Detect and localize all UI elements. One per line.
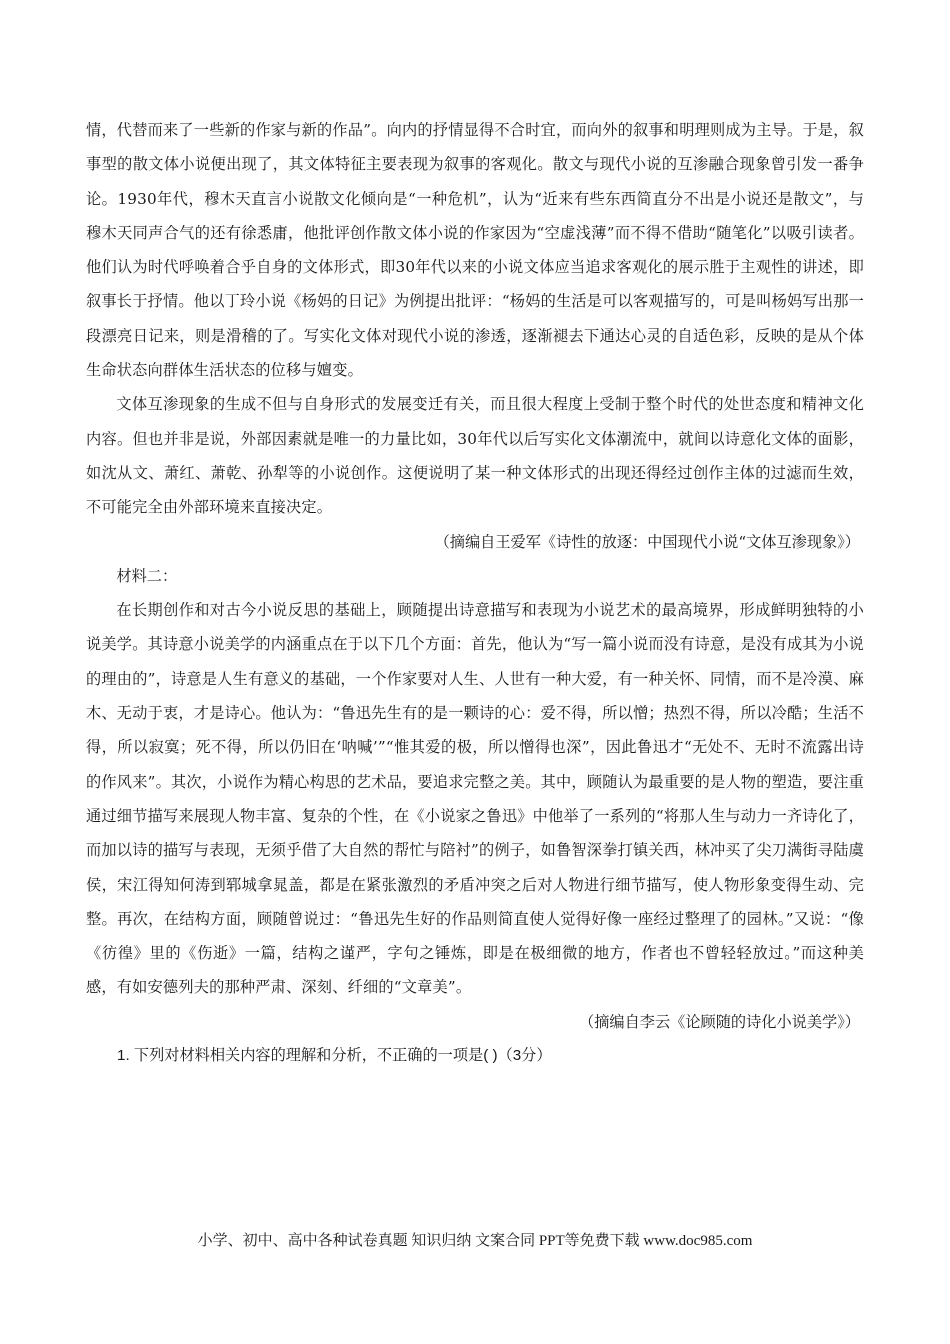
source-citation-1: （摘编自王爱军《诗性的放逐：中国现代小说“文体互渗现象》） (434, 532, 860, 551)
paragraph-genre-interpenetration: 文体互渗现象的生成不但与自身形式的发展变迁有关，而且很大程度上受制于整个时代的处世态度和精神文化内容。但也并非是说，外部因素就是唯一的力量比如，30年代以后写实化文体潮流中，就间以诗意化文体的面影，如沈从文、萧红、萧乾、孙犁等的小说创作。这便说明了某一种文体形式的出现还得经过创作主体的过滤而生效，不可能完全由外部环境来直接决定。 (86, 395, 864, 517)
paragraph-gu-sui-aesthetics: 在长期创作和对古今小说反思的基础上，顾随提出诗意描写和表现为小说艺术的最高境界，形成鲜明独特的小说美学。其诗意小说美学的内涵重点在于以下几个方面：首先，他认为“写一篇小说而没有诗意，是没有成其为小说的理由的”，诗意是人生有意义的基础，一个作家要对人生、人世有一种大爱，有一种关怀、同情，而不是冷漠、麻木、无动于衷，才是诗心。他认为：“鲁迅先生有的是一颗诗的心：爱不得，所以憎；热烈不得，所以冷酷；生活不得，所以寂寞；死不得，所以仍旧在‘呐喊’”“惟其爱的极，所以憎得也深”，因此鲁迅才“无处不、无时不流露出诗的作风来”。其次，小说作为精心构思的艺术品，要追求完整之美。其中，顾随认为最重要的是人物的塑造，要注重通过细节描写来展现人物丰富、复杂的个性，在《小说家之鲁迅》中他举了一系列的“将那人生与动力一齐诗化了，而加以诗的描写与表现，无须乎借了大自然的帮忙与陪衬”的例子，如鲁智深拳打镇关西，林冲买了尖刀满街寻陆虞侯，宋江得知何涛到郓城拿晁盖，都是在紧张激烈的矛盾冲突之后对人物进行细节描写，使人物形象变得生动、完整。再次，在结构方面，顾随曾说过：“鲁迅先生好的作品则简直使人觉得好像一座经过整理了的园林。”又说：“像《彷徨》里的《伤逝》一篇，结构之谨严，字句之锤炼，即是在极细微的地方，作者也不曾轻轻放过。”而这种美感，有如安德列夫的那种严肃、深刻、纤细的“文章美”。 (86, 601, 864, 997)
question-1: 1. 下列对材料相关内容的理解和分析，不正确的一项是( )（3分） (117, 1047, 552, 1065)
source-citation-2: （摘编自李云《论顾随的诗化小说美学》） (579, 1012, 860, 1031)
paragraph-continuation: 情，代替而来了一些新的作家与新的作品”。向内的抒情显得不合时宜，而向外的叙事和明理则成为主导。于是，叙事型的散文体小说便出现了，其文体特征主要表现为叙事的客观化。散文与现代小说的互渗融合现象曾引发一番争论。1930年代，穆木天直言小说散文化倾向是“一种危机”，认为“近来有些东西简直分不出是小说还是散文”，与穆木天同声合气的还有徐悉庸，他批评创作散文体小说的作家因为“空虚浅薄”而不得不借助“随笔化”以吸引读者。他们认为时代呼唤着合乎自身的文体形式，即30年代以来的小说文体应当追求客观化的展示胜于主观性的讲述，即叙事长于抒情。他以丁玲小说《杨妈的日记》为例提出批评：“杨妈的生活是可以客观描写的，可是叫杨妈写出那一段漂亮日记来，则是滑稽的了。写实化文体对现代小说的渗透，逐渐褪去下通达心灵的自适色彩，反映的是从个体生命状态向群体生活状态的位移与嬗变。 (86, 121, 864, 380)
document-body (86, 113, 864, 1073)
page-footer: 小学、初中、高中各种试卷真题 知识归纳 文案合同 PPT等免费下载 www.doc985.com (197, 1233, 753, 1249)
material-two-label: 材料二： (116, 566, 178, 585)
